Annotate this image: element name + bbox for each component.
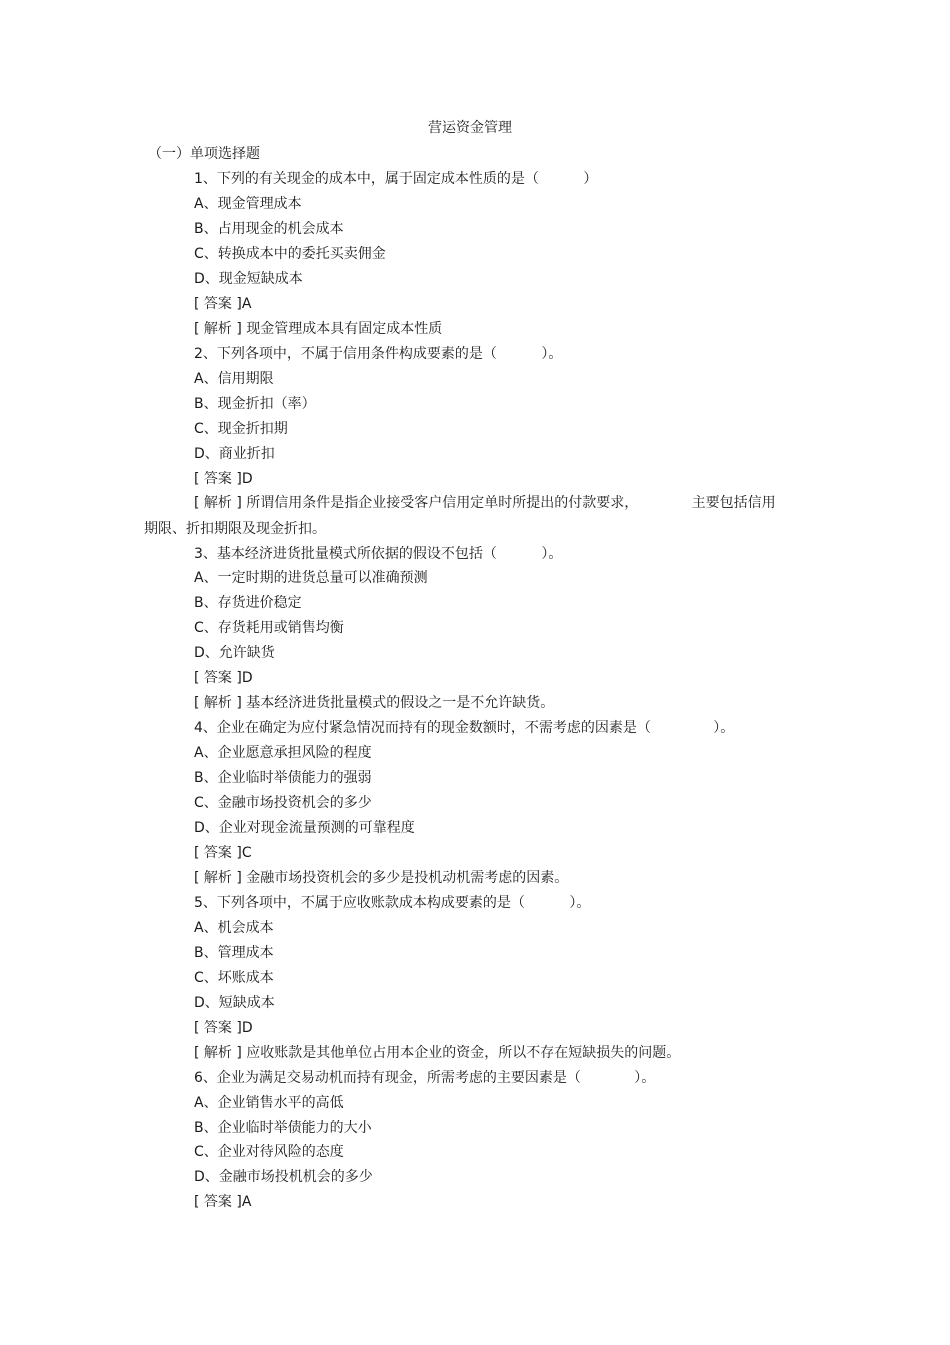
answer-line: [ 答案 ]A	[194, 1194, 252, 1210]
option-line: B、存货进价稳定	[194, 595, 302, 611]
option-line: D、允许缺货	[194, 645, 275, 661]
analysis-line: [ 解析 ] 所谓信用条件是指企业接受客户信用定单时所提出的付款要求， 主要包括信用	[194, 495, 776, 511]
answer-line: [ 答案 ]D	[194, 471, 253, 487]
analysis-line: [ 解析 ] 金融市场投资机会的多少是投机动机需考虑的因素。	[194, 870, 569, 886]
option-line: C、金融市场投资机会的多少	[194, 795, 372, 811]
question-6: 6、企业为满足交易动机而持有现金，所需考虑的主要因素是（ ）。	[194, 1070, 656, 1086]
option-line: C、存货耗用或销售均衡	[194, 620, 344, 636]
option-line: B、管理成本	[194, 945, 274, 961]
option-line: B、现金折扣（率）	[194, 396, 316, 412]
analysis-line: [ 解析 ] 现金管理成本具有固定成本性质	[194, 321, 443, 337]
answer-line: [ 答案 ]A	[194, 296, 252, 312]
option-line: C、企业对待风险的态度	[194, 1144, 344, 1160]
option-line: B、企业临时举债能力的大小	[194, 1120, 372, 1136]
option-line: D、短缺成本	[194, 995, 275, 1011]
option-line: C、现金折扣期	[194, 421, 288, 437]
answer-line: [ 答案 ]C	[194, 845, 252, 861]
option-line: A、机会成本	[194, 920, 274, 936]
question-5: 5、下列各项中，不属于应收账款成本构成要素的是（ ）。	[194, 895, 591, 911]
answer-line: [ 答案 ]D	[194, 1020, 253, 1036]
section-heading: （一）单项选择题	[148, 146, 260, 162]
option-line: C、转换成本中的委托买卖佣金	[194, 246, 386, 262]
option-line: A、企业愿意承担风险的程度	[194, 745, 372, 761]
option-line: B、占用现金的机会成本	[194, 221, 344, 237]
option-line: A、企业销售水平的高低	[194, 1095, 344, 1111]
option-line: D、现金短缺成本	[194, 271, 303, 287]
document-title: 营运资金管理	[428, 120, 512, 136]
analysis-continuation: 期限、折扣期限及现金折扣。	[144, 521, 326, 537]
option-line: A、现金管理成本	[194, 196, 302, 212]
option-line: B、企业临时举债能力的强弱	[194, 770, 372, 786]
question-1: 1、下列的有关现金的成本中，属于固定成本性质的是（ ）	[194, 171, 598, 187]
question-3: 3、基本经济进货批量模式所依据的假设不包括（ ）。	[194, 546, 563, 562]
analysis-line: [ 解析 ] 基本经济进货批量模式的假设之一是不允许缺货。	[194, 695, 555, 711]
option-line: A、信用期限	[194, 371, 274, 387]
question-2: 2、下列各项中，不属于信用条件构成要素的是（ ）。	[194, 346, 563, 362]
analysis-line: [ 解析 ] 应收账款是其他单位占用本企业的资金，所以不存在短缺损失的问题。	[194, 1045, 681, 1061]
option-line: C、坏账成本	[194, 970, 274, 986]
question-4: 4、企业在确定为应付紧急情况而持有的现金数额时，不需考虑的因素是（ ）。	[194, 720, 735, 736]
answer-line: [ 答案 ]D	[194, 670, 253, 686]
option-line: D、金融市场投机机会的多少	[194, 1169, 373, 1185]
option-line: A、一定时期的进货总量可以准确预测	[194, 570, 428, 586]
option-line: D、商业折扣	[194, 446, 275, 462]
option-line: D、企业对现金流量预测的可靠程度	[194, 820, 415, 836]
